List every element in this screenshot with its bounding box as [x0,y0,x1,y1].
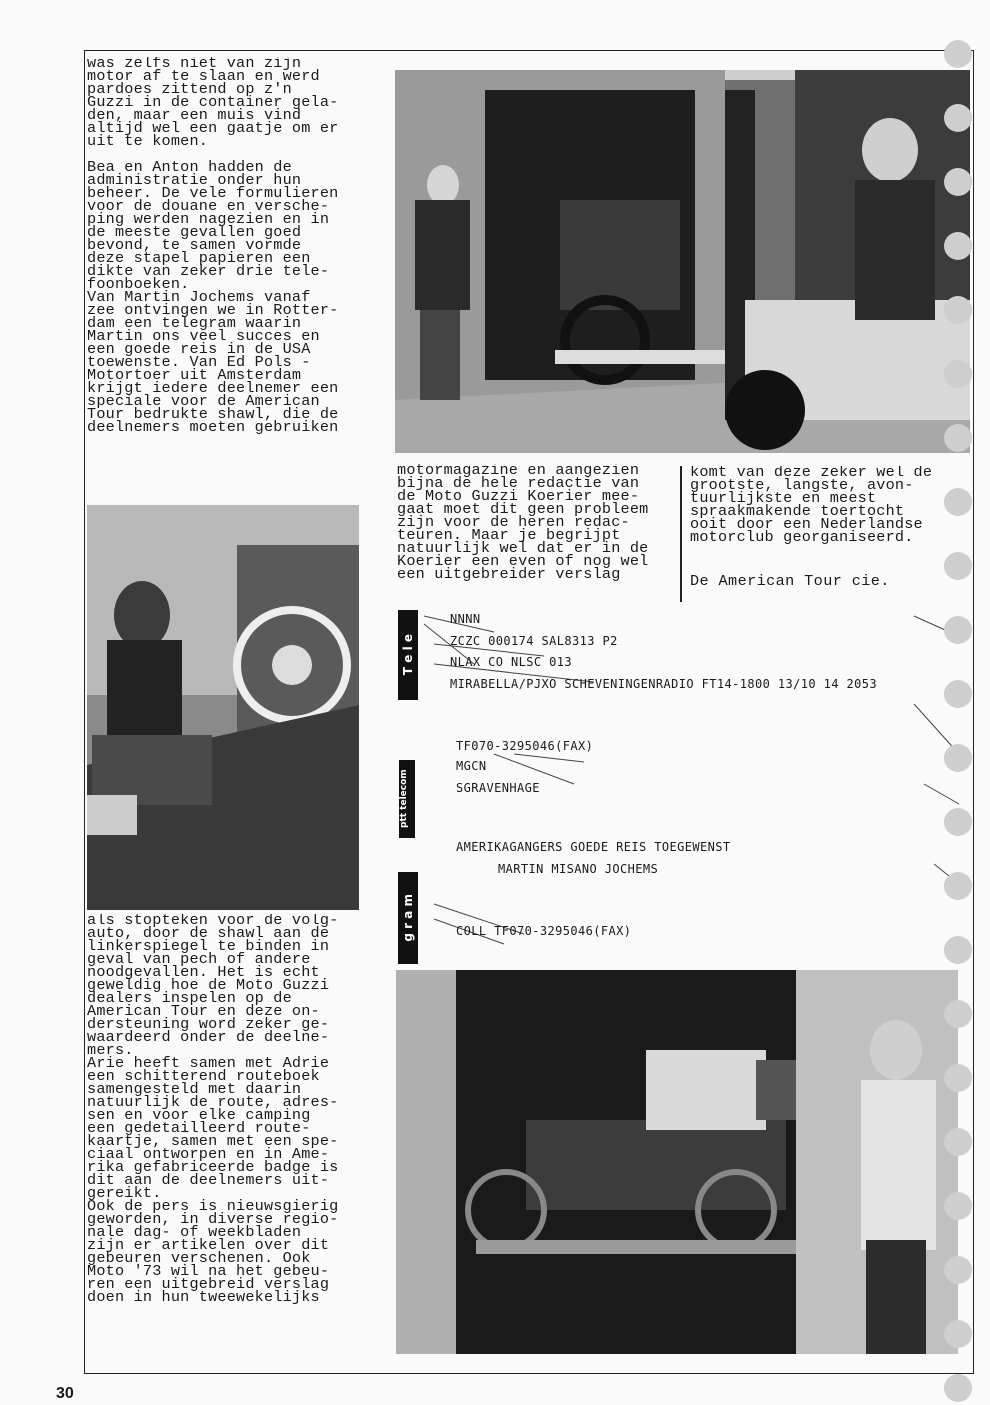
telegram-line-routing: NLAX CO NLSC 013 [450,655,572,669]
text-line: American Tour en deze on- [87,1002,320,1020]
text-line: ooit door een Nederlandse [690,515,923,533]
text-line: Martin ons veel succes en [87,327,320,345]
text-line: tuurlijkste en meest [690,489,877,507]
binder-hole [944,1192,972,1220]
text-line: een uitgebreider verslag [397,565,621,583]
ptt-telecom-logo: ptt telecom [399,760,415,838]
binder-hole [944,744,972,772]
binder-hole [944,360,972,388]
column-divider [680,466,682,602]
text-line: zijn er artikelen over dit [87,1236,330,1254]
telegram-line-origin: MIRABELLA/PJXO SCHEVENINGENRADIO FT14-1800 13/10 14 2053 [450,677,877,691]
binder-hole [944,616,972,644]
text-line: noodgevallen. Het is echt [87,963,320,981]
text-line: Guzzi in de container gela- [87,93,339,111]
text-line: dikte van zeker drie tele- [87,262,330,280]
text-line: gebeuren verschenen. Ook [87,1249,311,1267]
text-line: sen en voor elke camping [87,1106,311,1124]
text-line: zijn voor de heren redac- [397,513,630,531]
text-line: waardeerd onder de deelne- [87,1028,330,1046]
text-line: Van Martin Jochems vanaf [87,288,311,306]
text-line: uit te komen. [87,132,209,150]
text-line: een gedetailleerd route- [87,1119,311,1137]
binder-hole [944,296,972,324]
text-line: ping werden nagezien en in [87,210,330,228]
binder-hole [944,1128,972,1156]
text-line: administratie onder hun [87,171,302,189]
text-line: een schitterend routeboek [87,1067,320,1085]
binder-hole [944,680,972,708]
text-line: motor af te slaan en werd [87,67,320,85]
text-line: voor de douane en versche- [87,197,330,215]
text-line: Tour bedrukte shawl, die de [87,405,339,423]
text-line: ciaal ontworpen en in Ame- [87,1145,330,1163]
text-line: nale dag- of weekbladen [87,1223,302,1241]
text-line: dam een telegram waarin [87,314,302,332]
telegram-line-header: ZCZC 000174 SAL8313 P2 [450,634,618,648]
column-left-top-text [87,57,362,503]
binder-hole [944,808,972,836]
text-line: rika gefabriceerde badge is [87,1158,339,1176]
text-line: pardoes zittend op z'n [87,80,292,98]
column-middle-text [397,464,677,604]
column-right-text [690,466,958,566]
signature: De American Tour cie. [690,572,890,590]
binder-hole [944,1374,972,1402]
text-line: beheer. De vele formulieren [87,184,339,202]
text-line: speciale voor de American [87,392,320,410]
binder-hole [944,104,972,132]
binder-hole [944,488,972,516]
binder-hole [944,424,972,452]
binder-hole [944,40,972,68]
text-line: een goede reis in de USA [87,340,311,358]
text-line: geworden, in diverse regio- [87,1210,339,1228]
text-line: deelnemers moeten gebruiken [87,418,339,436]
text-line: altijd wel een gaatje om er [87,119,339,137]
binder-hole [944,168,972,196]
binder-hole [944,232,972,260]
telegram-line-nnnn: NNNN [450,612,481,626]
text-line: bijna de hele redactie van [397,474,640,492]
text-line: linkerspiegel te binden in [87,937,330,955]
telegram-line-fax: TF070-3295046(FAX) [456,739,594,753]
binder-hole [944,1000,972,1028]
text-line: Bea en Anton hadden de [87,158,292,176]
text-line: komt van deze zeker wel de [690,466,933,481]
text-line: mers. [87,1041,134,1059]
text-line: dealers inspelen op de [87,989,292,1007]
text-line: gaat moet dit geen probleem [397,500,649,518]
text-line: zee ontvingen we in Rotter- [87,301,339,319]
text-line: motormagazine en aangezien [397,464,640,479]
text-line: Arie heeft samen met Adrie [87,1054,330,1072]
telegram-strip-top-label: T e l e [401,634,415,676]
text-line: was zelfs niet van zijn [87,57,302,72]
telegram-strip-bottom-label: g r a m [401,894,415,942]
text-line: den, maar een muis vind [87,106,302,124]
text-line: als stopteken voor de volg- [87,914,339,929]
photo-mechanic [87,505,359,910]
telegram-line-message: AMERIKAGANGERS GOEDE REIS TOEGEWENST [456,840,731,854]
text-line: kaartje, samen met een spe- [87,1132,339,1150]
binder-hole [944,1256,972,1284]
text-line: bevond, te samen vormde [87,236,302,254]
text-line: grootste, langste, avon- [690,476,914,494]
text-line: spraakmakende toertocht [690,502,905,520]
text-line: ren een uitgebreid verslag [87,1275,330,1293]
text-line: Moto '73 wil na het gebeu- [87,1262,330,1280]
binder-hole [944,872,972,900]
text-line: teuren. Maar je begrijpt [397,526,621,544]
text-line: deze stapel papieren een [87,249,311,267]
page-number: 30 [56,1385,74,1402]
text-line: de meeste gevallen goed [87,223,302,241]
text-line: natuurlijk de route, adres- [87,1093,339,1111]
text-line: foonboeken. [87,275,190,293]
binder-hole [944,552,972,580]
binder-holes [944,40,984,1400]
text-line: Motortoer uit Amsterdam [87,366,302,384]
telegram-line-city: SGRAVENHAGE [456,781,540,795]
text-line: natuurlijk wel dat er in de [397,539,649,557]
text-line: geweldig hoe de Moto Guzzi [87,976,330,994]
telegram-line-sender: MARTIN MISANO JOCHEMS [498,862,659,876]
telegram-line-coll: COLL TF070-3295046(FAX) [456,924,632,938]
binder-hole [944,936,972,964]
binder-hole [944,1320,972,1348]
text-line: dersteuning word zeker ge- [87,1015,330,1033]
binder-hole [944,1064,972,1092]
photo-container-forklift [395,70,970,453]
telegram-line-recipient: MGCN [456,759,487,773]
text-line: Ook de pers is nieuwsgierig [87,1197,339,1215]
text-line: samengesteld met daarin [87,1080,302,1098]
text-line: Koerier een even of nog wel [397,552,649,570]
text-line: toewenste. Van Ed Pols - [87,353,311,371]
text-line: auto, door de shawl aan de [87,924,330,942]
photo-container-motorcycles [396,970,958,1354]
text-line: gereikt. [87,1184,162,1202]
text-line: doen in hun tweewekelijks [87,1288,320,1306]
text-line: dit aan de deelnemers uit- [87,1171,330,1189]
column-left-bottom-text [87,914,362,1374]
text-line: geval van pech of andere [87,950,311,968]
text-line: motorclub georganiseerd. [690,528,914,546]
telegram [394,604,970,964]
text-line: de Moto Guzzi Koerier mee- [397,487,640,505]
text-line: krijgt iedere deelnemer een [87,379,339,397]
